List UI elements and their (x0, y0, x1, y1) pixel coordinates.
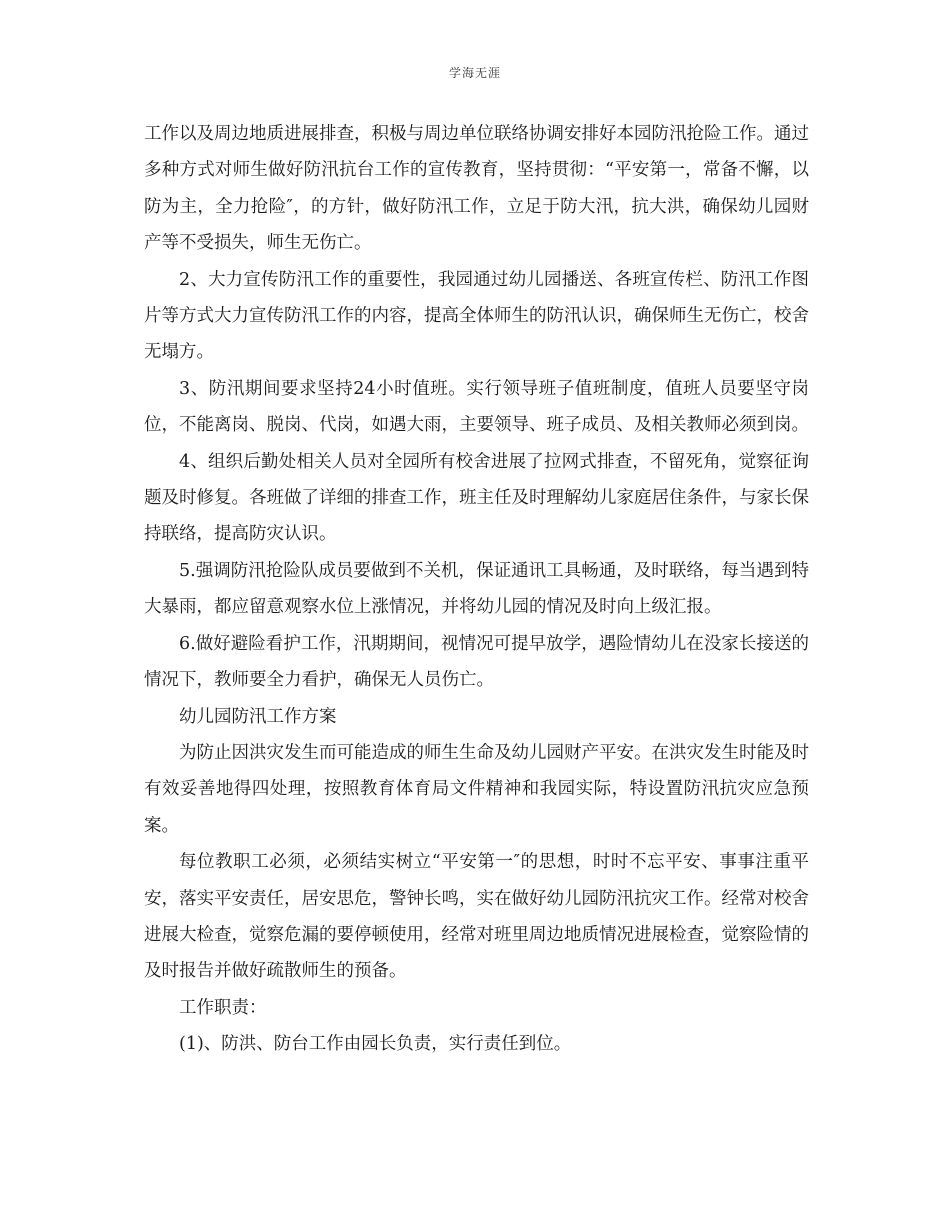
paragraph-item-3: 3、防汛期间要求坚持24小时值班。实行领导班子值班制度，值班人员要坚守岗位，不能离岗、脱岗、代岗，如遇大雨，主要领导、班子成员、及相关教师必须到岗。 (144, 378, 809, 436)
document-body (144, 116, 809, 1063)
paragraph-item-2: 2、大力宣传防汛工作的重要性，我园通过幼儿园播送、各班宣传栏、防汛工作图片等方式大力宣传防汛工作的内容，提高全体师生的防汛认识，确保师生无伤亡，校舍无塌方。 (144, 269, 809, 363)
page-header: 学海无涯 (448, 66, 501, 80)
paragraph-staff-duty: 每位教职工必须，必须结实树立“平安第一″的思想，时时不忘平安、事事注重平安，落实平安责任，居安思危，警钟长鸣，实在做好幼儿园防汛抗灾工作。经常对校舍进展大检查，觉察危漏的要停顿使用，经常对班里周边地质情况进展检查，觉察险情的及时报告并做好疏散师生的预备。 (144, 852, 809, 982)
responsibilities-heading: 工作职责： (179, 997, 267, 1018)
paragraph-item-6: 6.做好避险看护工作，汛期期间，视情况可提早放学，遇险情幼儿在没家长接送的情况下，教师要全力看护，确保无人员伤亡。 (144, 633, 809, 691)
paragraph-item-4: 4、组织后勤处相关人员对全园所有校舍进展了拉网式排查，不留死角，觉察征询题及时修复。各班做了详细的排查工作，班主任及时理解幼儿家庭居住条件，与家长保持联络，提高防灾认识。 (144, 451, 809, 545)
paragraph-item-5: 5.强调防汛抢险队成员要做到不关机，保证通讯工具畅通，及时联络，每当遇到特大暴雨，都应留意观察水位上涨情况，并将幼儿园的情况及时向上级汇报。 (144, 560, 809, 618)
paragraph-purpose: 为防止因洪灾发生而可能造成的师生生命及幼儿园财产平安。在洪灾发生时能及时有效妥善地得四处理，按照教育体育局文件精神和我园实际，特设置防汛抗灾应急预案。 (144, 742, 809, 836)
paragraph-continuation: 工作以及周边地质进展排查，积极与周边单位联络协调安排好本园防汛抢险工作。通过多种方式对师生做好防汛抗台工作的宣传教育，坚持贯彻：“平安第一，常备不懈，以防为主，全力抢险″，的方针，做好防汛工作，立足于防大汛，抗大洪，确保幼儿园财产等不受损失，师生无伤亡。 (144, 124, 809, 254)
responsibility-item-1: (1)、防洪、防台工作由园长负责，实行责任到位。 (179, 1034, 572, 1055)
section-title: 幼儿园防汛工作方案 (179, 706, 337, 727)
